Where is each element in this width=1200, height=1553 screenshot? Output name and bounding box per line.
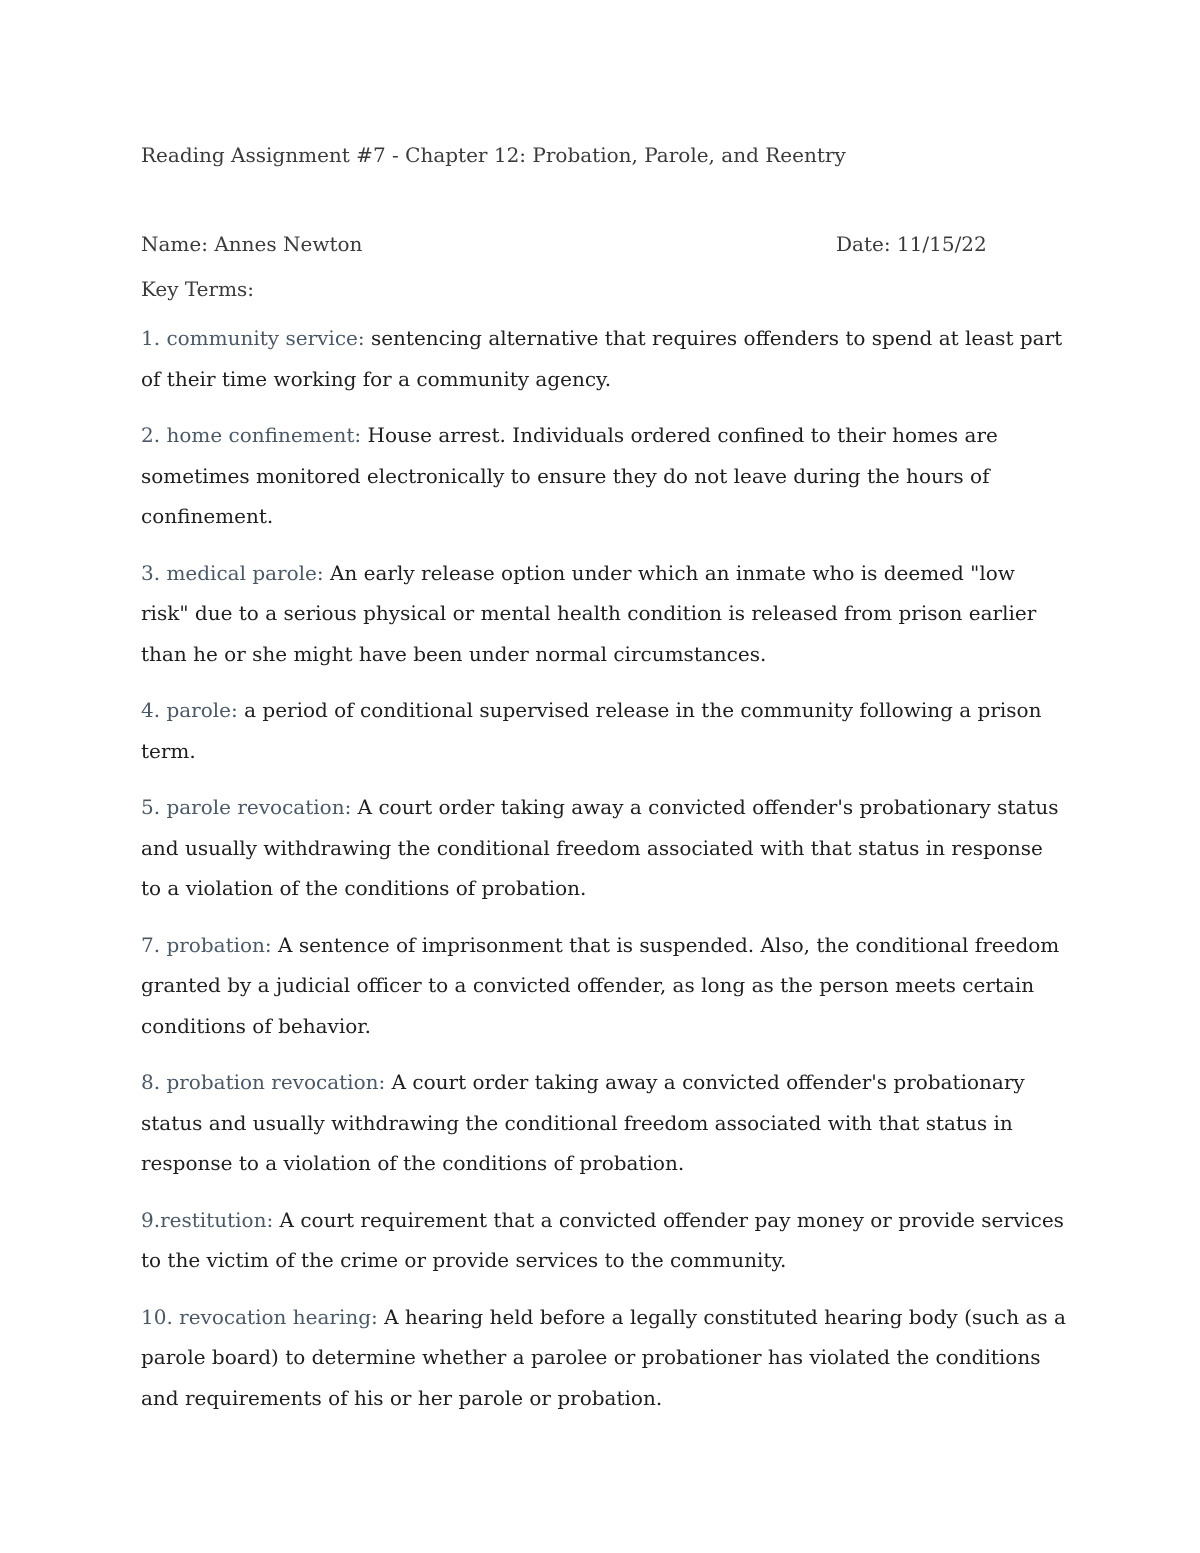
term-probation-revocation (141, 1062, 1066, 1184)
key-terms-heading: Key Terms: (141, 277, 255, 301)
term-definition: A hearing held before a legally constituted hearing body (such as a parole board) to determine whether a parolee or probationer has violated the conditions and requirements of his or her parole or probation. (141, 1304, 1066, 1410)
document-title: Reading Assignment #7 - Chapter 12: Probation, Parole, and Reentry (141, 143, 846, 167)
term-definition: sentencing alternative that requires offenders to spend at least part of their time working for a community agency. (141, 326, 1063, 391)
term-definition: A sentence of imprisonment that is suspended. Also, the conditional freedom granted by a judicial officer to a convicted offender, as long as the person meets certain conditions of behavior. (141, 932, 1060, 1038)
term-definition: A court order taking away a convicted offender's probationary status and usually withdrawing the conditional freedom associated with that status in response to a violation of the conditions of probation. (141, 1070, 1025, 1175)
assignment-date: Date: 11/15/22 (836, 232, 987, 256)
key-terms-list (141, 318, 1066, 1434)
term-label: 2. home confinement: (141, 423, 362, 447)
term-revocation-hearing (141, 1297, 1066, 1419)
term-restitution (141, 1200, 1066, 1281)
term-community-service (141, 318, 1066, 399)
term-definition: A court order taking away a convicted offender's probationary status and usually withdrawing the conditional freedom associated with that status in response to a violation of the conditions of probation. (141, 795, 1059, 900)
term-medical-parole (141, 553, 1066, 675)
term-label: 10. revocation hearing: (141, 1304, 378, 1329)
term-label: 1. community service: (141, 326, 365, 350)
name-date-row (141, 232, 1061, 256)
term-home-confinement (141, 415, 1066, 537)
term-label: 9.restitution: (141, 1207, 274, 1232)
student-name: Name: Annes Newton (141, 232, 363, 256)
term-label: 5. parole revocation: (141, 795, 352, 819)
term-definition: a period of conditional supervised release in the community following a prison term. (141, 698, 1042, 763)
term-label: 3. medical parole: (141, 560, 324, 585)
term-definition: An early release option under which an inmate who is deemed "low risk" due to a serious physical or mental health condition is released from prison earlier than he or she might have been under normal circumstances. (141, 560, 1037, 666)
term-definition: House arrest. Individuals ordered confined to their homes are sometimes monitored electronically to ensure they do not leave during the hours of confinement. (141, 423, 998, 528)
term-label: 4. parole: (141, 698, 238, 722)
term-probation (141, 925, 1066, 1047)
term-definition: A court requirement that a convicted offender pay money or provide services to the victim of the crime or provide services to the community. (141, 1207, 1064, 1272)
term-label: 8. probation revocation: (141, 1070, 386, 1094)
term-label: 7. probation: (141, 932, 272, 957)
term-parole-revocation (141, 787, 1066, 909)
term-parole (141, 690, 1066, 771)
